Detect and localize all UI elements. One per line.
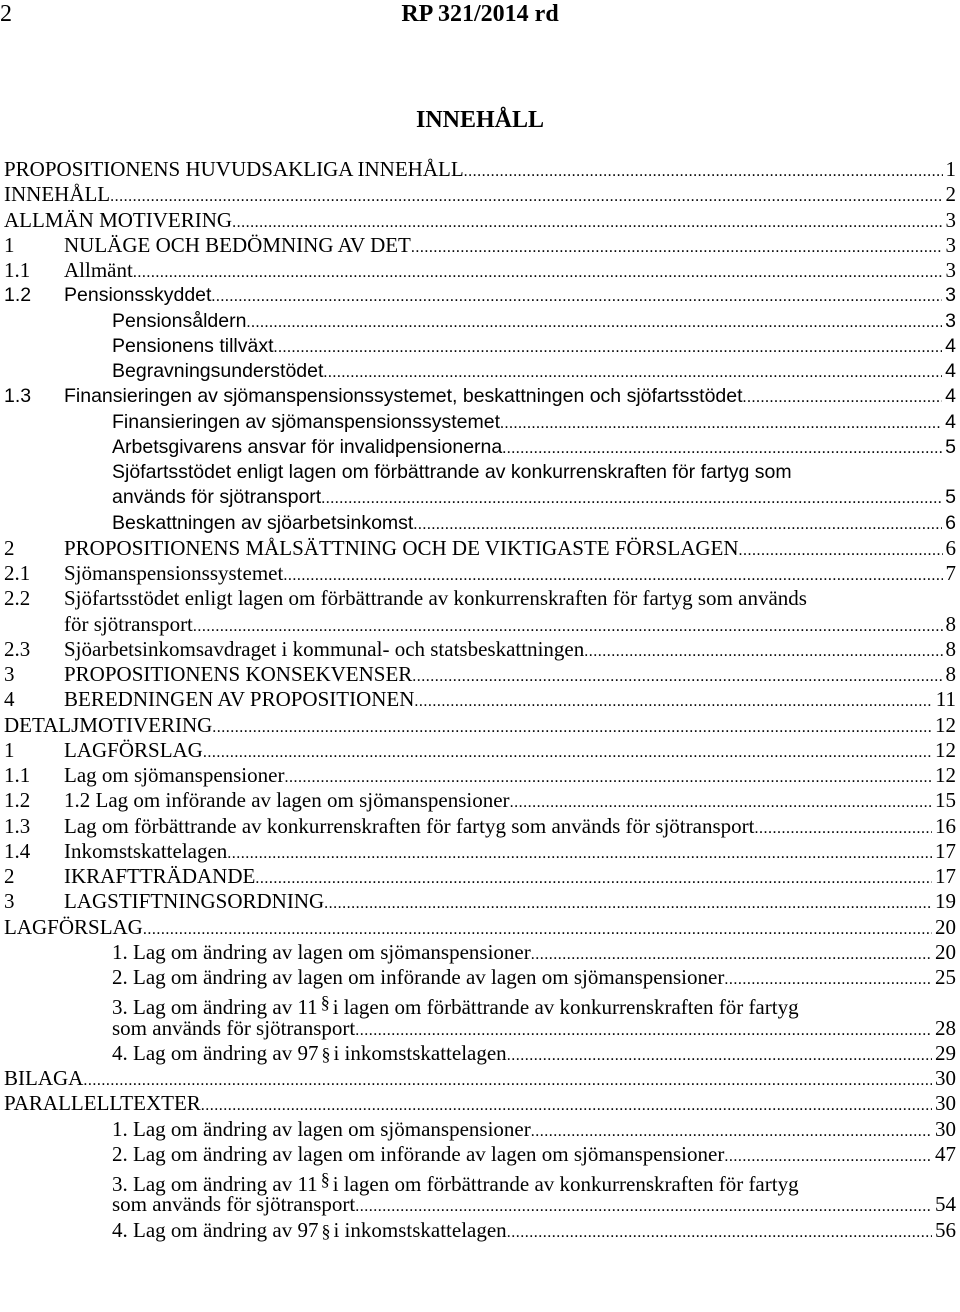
dot-leader	[739, 538, 943, 563]
toc-entry	[4, 485, 956, 510]
toc-entry-page: 3	[945, 232, 956, 257]
toc-entry-page: 16	[935, 813, 956, 838]
toc-title: INNEHÅLL	[415, 107, 545, 133]
toc-entry-label: Inkomstskattelagen	[64, 838, 228, 863]
toc-entry	[4, 637, 956, 662]
toc-entry-body	[64, 814, 956, 841]
toc-entry-body	[112, 1041, 956, 1068]
toc-entry-label: Arbetsgivarens ansvar för invalidpensionerna	[112, 435, 503, 458]
dot-leader	[724, 967, 932, 992]
toc-entry-label: PARALLELLTEXTER	[4, 1091, 201, 1116]
toc-entry-line	[4, 460, 956, 485]
toc-entry-page: 25	[935, 965, 956, 989]
toc-entry-label: Sjöfartsstödet enligt lagen om förbättrande av konkurrenskraften för fartyg som används	[64, 586, 807, 611]
toc-entry-page: 30	[935, 1116, 956, 1141]
toc-entry-body	[4, 1091, 956, 1118]
toc-entry-page: 4	[945, 360, 956, 382]
toc-entry-page: 47	[935, 1141, 956, 1166]
toc-entry-label: i lagen om förbättrande av konkurrenskraften för fartyg	[332, 1172, 799, 1196]
toc-entry-label: Finansieringen av sjömanspensionssystemet, beskattningen och sjöfartsstödet	[64, 385, 743, 408]
toc-entry-body	[112, 1192, 956, 1219]
toc-entry-page: 3	[945, 207, 956, 232]
toc-entry-label: 2. Lag om ändring av lagen om införande av lagen om sjömanspensioner	[112, 965, 725, 989]
toc-entry-body	[4, 157, 956, 184]
toc-entry-body	[112, 435, 956, 461]
toc-entry-page: 28	[935, 1015, 956, 1040]
toc-entry-label: DETALJMOTIVERING	[4, 712, 213, 737]
toc-entry-body	[64, 258, 956, 285]
dot-leader	[355, 1194, 932, 1219]
toc-entry	[4, 359, 956, 384]
toc-entry	[4, 738, 956, 763]
toc-entry-body	[4, 915, 956, 942]
toc-entry-label: 2. Lag om ändring av lagen om införande av lagen om sjömanspensioner	[112, 1141, 725, 1166]
toc-entry	[4, 182, 956, 207]
toc-entry-page: 8	[945, 611, 956, 636]
dot-leader	[321, 486, 942, 511]
toc-entry-page: 29	[935, 1040, 956, 1065]
toc-entry-body	[112, 1117, 956, 1144]
toc-entry-label: PROPOSITIONENS KONSEKVENSER	[64, 662, 413, 686]
toc-entry-page: 3	[945, 309, 956, 332]
toc-entry	[4, 864, 956, 889]
dot-leader	[83, 1068, 932, 1093]
dot-leader	[227, 841, 932, 866]
toc-entry-page: 8	[945, 636, 956, 661]
toc-entry-page: 7	[945, 561, 956, 585]
toc-entry-label: i inkomstskattelagen	[333, 1217, 507, 1242]
toc-entry-label: i inkomstskattelagen	[333, 1040, 507, 1065]
dot-leader	[500, 411, 942, 436]
section-sign: §	[321, 1043, 331, 1064]
dot-leader	[507, 1043, 932, 1068]
toc-entry-body	[112, 410, 956, 436]
toc-entry-label: Lag om sjömanspensioner	[64, 763, 285, 787]
dot-leader	[274, 335, 943, 360]
toc-entry-label: Pensionens tillväxt	[112, 334, 274, 357]
toc-entry	[4, 662, 956, 687]
toc-entry-number: 2.3	[4, 636, 31, 661]
toc-entry-number: 1	[4, 737, 15, 762]
toc-entry-label: Finansieringen av sjömanspensionssystemet	[112, 410, 501, 433]
dot-leader	[724, 1144, 932, 1169]
dot-leader	[246, 310, 942, 335]
dot-leader	[584, 639, 942, 664]
section-sign: §	[320, 992, 330, 1013]
toc-entry	[4, 612, 956, 637]
dot-leader	[232, 210, 942, 235]
toc-entry	[4, 839, 956, 864]
toc-entry-label: används för sjötransport	[112, 486, 322, 509]
toc-entry-label: BEREDNINGEN AV PROPOSITIONEN	[64, 687, 415, 712]
toc-entry-label: 4. Lag om ändring av 97	[112, 1217, 319, 1242]
toc-entry-number: 1.2	[4, 284, 32, 307]
dot-leader	[414, 689, 932, 714]
dot-leader	[255, 866, 932, 891]
toc-entry-page: 4	[945, 385, 956, 408]
toc-entry-label: 3. Lag om ändring av 11	[112, 995, 318, 1020]
toc-entry	[4, 1218, 956, 1243]
toc-entry	[4, 1016, 956, 1041]
dot-leader	[324, 891, 932, 916]
toc-entry	[4, 410, 956, 435]
toc-entry	[4, 1091, 956, 1116]
toc-entry-body	[112, 1142, 956, 1169]
toc-entry	[4, 713, 956, 738]
toc-entry-label: BILAGA	[4, 1066, 84, 1090]
toc-entry	[4, 561, 956, 586]
toc-entry-page: 15	[935, 788, 956, 813]
toc-entry	[4, 258, 956, 283]
dot-leader	[510, 790, 932, 815]
toc-entry-number: 2	[4, 864, 15, 888]
dot-leader	[203, 740, 932, 765]
toc-entry-page: 11	[935, 687, 956, 712]
dot-leader	[743, 385, 943, 410]
toc-entry	[4, 157, 956, 182]
toc-entry-body	[4, 208, 956, 235]
dot-leader	[754, 816, 932, 841]
toc-entry-page: 12	[935, 712, 956, 737]
toc-entry	[4, 915, 956, 940]
toc-entry-page: 3	[945, 284, 956, 307]
toc-entry-body	[64, 561, 956, 588]
toc-entry	[4, 1192, 956, 1217]
dot-leader	[143, 917, 932, 942]
toc-entry-line	[4, 586, 956, 611]
toc-entry-label: 1. Lag om ändring av lagen om sjömanspensioner	[112, 939, 531, 964]
page-number: 2	[0, 1, 12, 27]
toc-entry-page: 54	[935, 1192, 956, 1217]
dot-leader	[323, 360, 942, 385]
toc-entry-page: 5	[945, 486, 956, 509]
dot-leader	[502, 436, 942, 461]
toc-entry	[4, 1142, 956, 1167]
toc-entry-label: ALLMÄN MOTIVERING	[4, 207, 233, 232]
toc-entry-body	[64, 864, 956, 891]
toc-entry-page: 56	[935, 1217, 956, 1242]
toc-entry-label: 4. Lag om ändring av 97	[112, 1040, 319, 1065]
toc-entry-number: 1.1	[4, 763, 31, 787]
dot-leader	[283, 563, 942, 588]
toc-entry	[4, 940, 956, 965]
toc-entry-page: 8	[945, 662, 956, 686]
toc-entry-line	[4, 990, 956, 1020]
toc-entry-body	[64, 384, 956, 410]
document-reference: RP 321/2014 rd	[401, 1, 559, 27]
toc-entry-body	[112, 1218, 956, 1245]
toc-entry-number: 1.4	[4, 838, 31, 863]
toc-entry-label: 3. Lag om ändring av 11	[112, 1172, 318, 1196]
toc-entry-body	[64, 763, 956, 790]
toc-entry-body	[4, 713, 956, 740]
toc-entry-page: 20	[935, 939, 956, 964]
dot-leader	[413, 512, 942, 537]
dot-leader	[531, 942, 932, 967]
toc-entry	[4, 889, 956, 914]
dot-leader	[211, 284, 942, 309]
toc-entry	[4, 384, 956, 409]
toc-entry-body	[64, 283, 956, 309]
dot-leader	[531, 1119, 932, 1144]
toc-entry-label: som används för sjötransport	[112, 1015, 356, 1040]
toc-entry-label: INNEHÅLL	[4, 182, 111, 207]
toc-entry-body	[4, 1066, 956, 1093]
toc-entry-body	[112, 511, 956, 537]
toc-entry-number: 4	[4, 687, 15, 712]
toc-entry	[4, 687, 956, 712]
toc-entry-label: i lagen om förbättrande av konkurrenskraften för fartyg	[332, 995, 799, 1020]
toc-entry-body	[4, 182, 956, 209]
toc-entry-body	[112, 359, 956, 385]
toc-entry	[4, 1041, 956, 1066]
toc-entry-line	[4, 1167, 956, 1196]
toc-entry	[4, 965, 956, 990]
toc-entry	[4, 208, 956, 233]
toc-entry-body	[64, 637, 956, 664]
toc-entry-number: 1.2	[4, 788, 31, 813]
toc-entry-number: 2	[4, 535, 15, 560]
toc-entry-page: 12	[935, 763, 956, 787]
toc-entry-body	[64, 612, 956, 639]
toc-entry-label: Sjöfartsstödet enligt lagen om förbättrande av konkurrenskraften för fartyg som	[112, 461, 792, 483]
toc-entry-page: 3	[945, 258, 956, 282]
toc-entry-label: PROPOSITIONENS MÅLSÄTTNING OCH DE VIKTIGASTE FÖRSLAGEN	[64, 535, 739, 560]
dot-leader	[133, 260, 943, 285]
toc-entry	[4, 309, 956, 334]
toc-entry-label: Begravningsunderstödet	[112, 360, 324, 382]
dot-leader	[284, 765, 932, 790]
toc-entry-label: Allmänt	[64, 258, 133, 282]
dot-leader	[193, 614, 943, 639]
dot-leader	[464, 159, 943, 184]
toc-entry-label: LAGSTIFTNINGSORDNING	[64, 889, 325, 914]
toc-entry	[4, 334, 956, 359]
toc-entry	[4, 536, 956, 561]
toc-entry-label: PROPOSITIONENS HUVUDSAKLIGA INNEHÅLL	[4, 157, 464, 181]
toc-entry-label: Lag om förbättrande av konkurrenskraften för fartyg som används för sjötransport	[64, 813, 755, 838]
toc-entry	[4, 763, 956, 788]
toc-entry-label: LAGFÖRSLAG	[4, 914, 143, 939]
toc-entry	[4, 814, 956, 839]
dot-leader	[212, 715, 932, 740]
toc-entry-number: 2.2	[4, 586, 31, 611]
toc-entry-label: Sjöarbetsinkomsavdraget i kommunal- och statsbeskattningen	[64, 636, 585, 661]
toc-entry-label: 1. Lag om ändring av lagen om sjömanspensioner	[112, 1116, 531, 1141]
toc-entry-number: 1.3	[4, 385, 32, 408]
toc-entry-page: 2	[945, 182, 956, 207]
toc-entry	[4, 1066, 956, 1091]
toc-entry-body	[112, 1016, 956, 1043]
dot-leader	[412, 664, 942, 689]
toc-entry-body	[112, 309, 956, 335]
toc-entry-number: 2.1	[4, 561, 31, 585]
toc-entry-page: 6	[945, 511, 956, 534]
toc-entry-body	[64, 536, 956, 563]
toc-entry-body	[64, 889, 956, 916]
dot-leader	[355, 1018, 932, 1043]
dot-leader	[201, 1093, 932, 1118]
toc-entry-body	[64, 738, 956, 765]
toc-entry-body	[64, 788, 956, 815]
toc-entry	[4, 283, 956, 308]
toc-entry-label: som används för sjötransport	[112, 1192, 356, 1217]
toc-entry-body	[112, 485, 956, 511]
toc-entry-page: 30	[935, 1091, 956, 1116]
toc-entry-label: IKRAFTTRÄDANDE	[64, 864, 256, 888]
dot-leader	[110, 184, 942, 209]
toc-entry-label: Sjömanspensionssystemet	[64, 561, 284, 585]
toc-entry	[4, 511, 956, 536]
toc-entry-body	[64, 662, 956, 689]
toc-entry-label: NULÄGE OCH BEDÖMNING AV DET	[64, 232, 411, 257]
toc-entry-label: för sjötransport	[64, 611, 193, 636]
toc-entry-page: 4	[945, 410, 956, 433]
toc-entry-body	[112, 965, 956, 992]
toc-entry-page: 5	[945, 435, 956, 458]
toc-entry-label: Beskattningen av sjöarbetsinkomst	[112, 511, 414, 534]
dot-leader	[507, 1220, 932, 1245]
dot-leader	[411, 235, 943, 260]
toc-entry-body	[64, 687, 956, 714]
toc-entry	[4, 435, 956, 460]
toc-entry	[4, 1117, 956, 1142]
toc-entry-body	[112, 334, 956, 360]
toc-entry-page: 19	[935, 889, 956, 914]
toc-entry-body	[64, 839, 956, 866]
toc-entry-page: 20	[935, 914, 956, 939]
toc-entry-page: 30	[935, 1066, 956, 1090]
toc-entry-page: 12	[935, 737, 956, 762]
toc-entry-label: Pensionsåldern	[112, 309, 247, 332]
toc-entry-number: 3	[4, 889, 15, 914]
toc-entry	[4, 233, 956, 258]
section-sign: §	[321, 1220, 331, 1241]
toc-entry-page: 6	[945, 535, 956, 560]
toc-entry-label: 1.2 Lag om införande av lagen om sjömanspensioner	[64, 788, 510, 813]
table-of-contents	[4, 157, 956, 1243]
toc-entry-page: 17	[935, 864, 956, 888]
toc-entry-page: 1	[945, 157, 956, 181]
toc-entry-number: 1	[4, 232, 15, 257]
toc-entry-body	[112, 940, 956, 967]
toc-entry-number: 3	[4, 662, 15, 686]
toc-entry-label: Pensionsskyddet	[64, 284, 212, 307]
section-sign: §	[320, 1169, 330, 1189]
toc-entry-number: 1.3	[4, 813, 31, 838]
toc-entry-page: 17	[935, 838, 956, 863]
toc-entry-body	[64, 233, 956, 260]
toc-entry-label: LAGFÖRSLAG	[64, 737, 203, 762]
toc-entry-page: 4	[945, 334, 956, 357]
toc-entry-number: 1.1	[4, 258, 31, 282]
toc-entry	[4, 788, 956, 813]
